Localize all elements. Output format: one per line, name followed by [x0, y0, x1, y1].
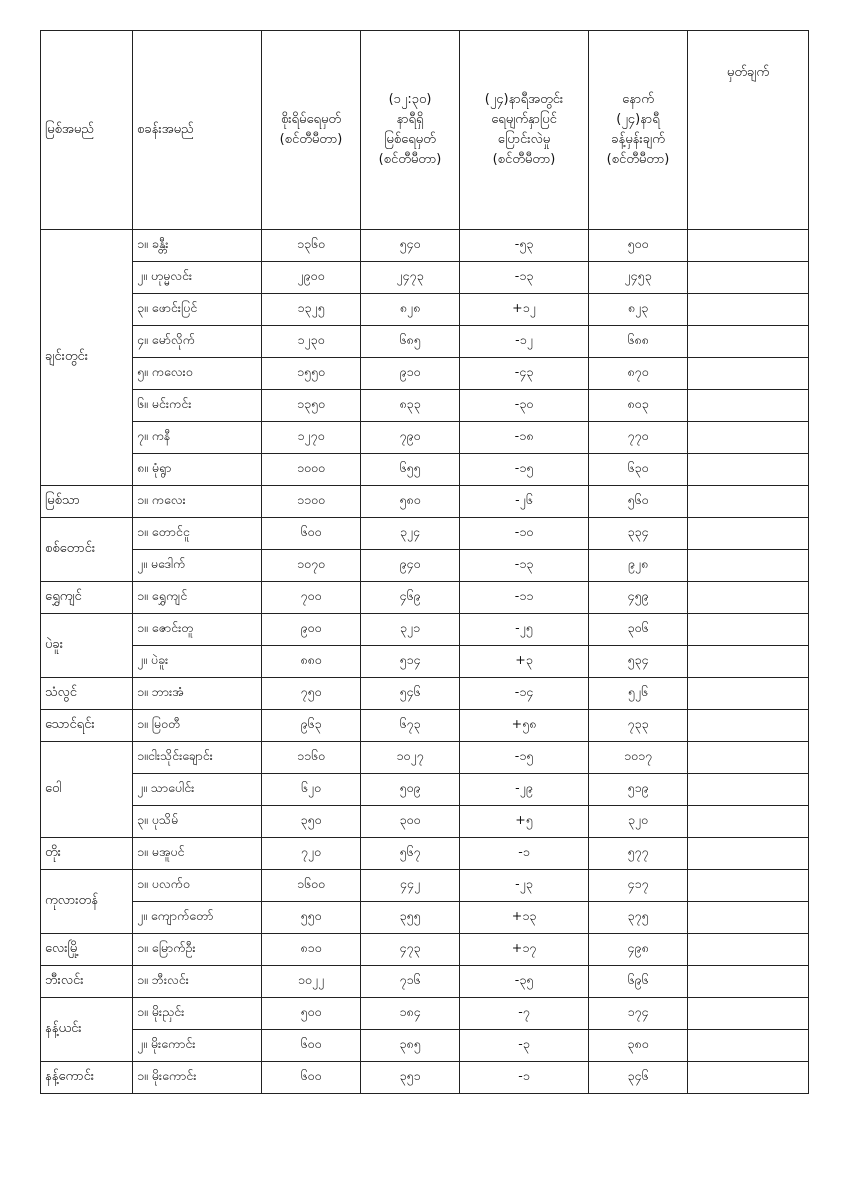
station-name-cell: ၂။ သာပေါင်း	[133, 774, 262, 806]
table-row	[41, 678, 809, 710]
current-level-cell: ၄၄၂	[361, 870, 460, 902]
header-24h-change	[460, 31, 589, 230]
danger-level-cell: ၁၅၅၀	[262, 358, 361, 390]
forecast-cell: ၄၉၈	[589, 934, 688, 966]
forecast-cell: ၄၅၉	[589, 582, 688, 614]
table-row	[41, 838, 809, 870]
table-row	[41, 422, 809, 454]
station-name-cell: ၁။ ကလေး	[133, 486, 262, 518]
change-cell: -၂၃	[460, 870, 589, 902]
current-level-cell: ၆၇၃	[361, 710, 460, 742]
station-name-cell: ၁။ ဘီးလင်း	[133, 966, 262, 998]
current-level-cell: ၅၀၉	[361, 774, 460, 806]
forecast-cell: ၆၉၆	[589, 966, 688, 998]
current-level-cell: ၅၈၀	[361, 486, 460, 518]
station-name-cell: ၃။ ဖောင်းပြင်	[133, 294, 262, 326]
table-row	[41, 966, 809, 998]
river-name-cell: စစ်တောင်း	[41, 518, 133, 582]
current-level-cell: ၅၁၄	[361, 646, 460, 678]
forecast-cell: ၅၁၉	[589, 774, 688, 806]
header-line: (စင်တီမီတာ)	[279, 132, 343, 147]
change-cell: -၁၀	[460, 518, 589, 550]
change-cell: -၁၃	[460, 550, 589, 582]
current-level-cell: ၄၇၃	[361, 934, 460, 966]
table-row	[41, 582, 809, 614]
remark-cell	[688, 294, 809, 326]
change-cell: -၃၀	[460, 390, 589, 422]
danger-level-cell: ၆၀၀	[262, 518, 361, 550]
current-level-cell: ၅၄၀	[361, 230, 460, 262]
change-cell: -၁၅	[460, 454, 589, 486]
current-level-cell: ၉၁၀	[361, 358, 460, 390]
header-forecast	[589, 31, 688, 230]
forecast-cell: ၂၄၅၃	[589, 262, 688, 294]
station-name-cell: ၈။ မုံရွာ	[133, 454, 262, 486]
remark-cell	[688, 454, 809, 486]
station-name-cell: ၁။ ဘားအံ	[133, 678, 262, 710]
danger-level-cell: ၁၁၆၀	[262, 742, 361, 774]
change-cell: -၁၂	[460, 326, 589, 358]
current-level-cell: ၃၅၁	[361, 1062, 460, 1094]
remark-cell	[688, 902, 809, 934]
current-level-cell: ၃၈၅	[361, 1030, 460, 1062]
current-level-cell: ၃၅၅	[361, 902, 460, 934]
station-name-cell: ၇။ ကနီ	[133, 422, 262, 454]
header-line: (စင်တီမီတာ)	[378, 152, 442, 168]
station-name-cell: ၁။ ခန္တီး	[133, 230, 262, 262]
forecast-cell: ၃၀၆	[589, 614, 688, 646]
table-row	[41, 614, 809, 646]
table-row	[41, 710, 809, 742]
header-station-name: စခန်းအမည်	[133, 31, 262, 230]
danger-level-cell: ၆၀၀	[262, 1062, 361, 1094]
river-name-cell: ကုလားတန်	[41, 870, 133, 934]
header-danger-level	[262, 31, 361, 230]
danger-level-cell: ၉၆၃	[262, 710, 361, 742]
table-row	[41, 806, 809, 838]
remark-cell	[688, 230, 809, 262]
station-name-cell: ၃။ ပုသိမ်	[133, 806, 262, 838]
forecast-cell: ၅၀၀	[589, 230, 688, 262]
river-name-cell: နန့်ကောင်း	[41, 1062, 133, 1094]
change-cell: +၁၂	[460, 294, 589, 326]
remark-cell	[688, 870, 809, 902]
current-level-cell: ၈၂၈	[361, 294, 460, 326]
danger-level-cell: ၁၂၇၀	[262, 422, 361, 454]
forecast-cell: ၈၀၃	[589, 390, 688, 422]
station-name-cell: ၂။ ဟုမ္မလင်း	[133, 262, 262, 294]
table-row	[41, 742, 809, 774]
table-row	[41, 870, 809, 902]
header-line: (၁၂:၃၀)	[388, 91, 432, 107]
current-level-cell: ၂၄၇၃	[361, 262, 460, 294]
header-remark: မှတ်ချက်	[688, 31, 809, 230]
current-level-cell: ၇၁၆	[361, 966, 460, 998]
station-name-cell: ၂။ မဒေါက်	[133, 550, 262, 582]
current-level-cell: ၃၀၀	[361, 806, 460, 838]
forecast-cell: ၆၃၀	[589, 454, 688, 486]
remark-cell	[688, 806, 809, 838]
danger-level-cell: ၁၀၇၀	[262, 550, 361, 582]
remark-cell	[688, 582, 809, 614]
header-line: (၂၄)နာရီ	[616, 111, 660, 127]
table-row	[41, 1062, 809, 1094]
header-river-name: မြစ်အမည်	[41, 31, 133, 230]
change-cell: -၇	[460, 998, 589, 1030]
table-row	[41, 518, 809, 550]
header-line: (၂၄)နာရီအတွင်း	[484, 91, 564, 107]
forecast-cell: ၈၂၃	[589, 294, 688, 326]
river-name-cell: သောင်ရင်း	[41, 710, 133, 742]
current-level-cell: ၅၆၇	[361, 838, 460, 870]
change-cell: -၁	[460, 1062, 589, 1094]
danger-level-cell: ၂၉၀၀	[262, 262, 361, 294]
remark-cell	[688, 742, 809, 774]
remark-cell	[688, 998, 809, 1030]
change-cell: +၅၈	[460, 710, 589, 742]
change-cell: -၂၅	[460, 614, 589, 646]
forecast-cell: ၃၃၄	[589, 518, 688, 550]
remark-cell	[688, 422, 809, 454]
station-name-cell: ၁။ မအူပင်	[133, 838, 262, 870]
change-cell: -၃	[460, 1030, 589, 1062]
change-cell: -၅၃	[460, 230, 589, 262]
forecast-cell: ၅၆၀	[589, 486, 688, 518]
current-level-cell: ၁၀၂၇	[361, 742, 460, 774]
danger-level-cell: ၇၅၀	[262, 678, 361, 710]
river-name-cell: နန့်ယင်း	[41, 998, 133, 1062]
river-name-cell: သံလွင်	[41, 678, 133, 710]
remark-cell	[688, 934, 809, 966]
remark-cell	[688, 1030, 809, 1062]
table-row	[41, 390, 809, 422]
current-level-cell: ၆၈၅	[361, 326, 460, 358]
danger-level-cell: ၁၀၀၀	[262, 454, 361, 486]
forecast-cell: ၁၀၁၇	[589, 742, 688, 774]
danger-level-cell: ၁၃၂၅	[262, 294, 361, 326]
forecast-cell: ၇၃၃	[589, 710, 688, 742]
header-line: မြစ်ရေမှတ်	[384, 132, 436, 147]
forecast-cell: ၃၈၀	[589, 1030, 688, 1062]
current-level-cell: ၇၉၀	[361, 422, 460, 454]
remark-cell	[688, 838, 809, 870]
danger-level-cell: ၉၀၀	[262, 614, 361, 646]
station-name-cell: ၁။ ပလက်ဝ	[133, 870, 262, 902]
forecast-cell: ၉၂၈	[589, 550, 688, 582]
danger-level-cell: ၁၃၅၀	[262, 390, 361, 422]
table-row	[41, 230, 809, 262]
current-level-cell: ၁၈၄	[361, 998, 460, 1030]
danger-level-cell: ၆၀၀	[262, 1030, 361, 1062]
danger-level-cell: ၅၅၀	[262, 902, 361, 934]
remark-cell	[688, 774, 809, 806]
table-row	[41, 294, 809, 326]
forecast-cell: ၇၇၀	[589, 422, 688, 454]
change-cell: -၁	[460, 838, 589, 870]
header-line: နောက်	[622, 91, 654, 107]
station-name-cell: ၁။ မြဝတီ	[133, 710, 262, 742]
table-row	[41, 358, 809, 390]
current-level-cell: ၉၄၀	[361, 550, 460, 582]
danger-level-cell: ၆၂၀	[262, 774, 361, 806]
danger-level-cell: ၁၁၀၀	[262, 486, 361, 518]
station-name-cell: ၂။ ပဲခူး	[133, 646, 262, 678]
table-row	[41, 1030, 809, 1062]
table-body	[41, 230, 809, 1094]
header-line: နာရီရှိ	[396, 111, 424, 127]
forecast-cell: ၈၇၀	[589, 358, 688, 390]
station-name-cell: ၁။ ဇောင်းတူ	[133, 614, 262, 646]
river-name-cell: ဘီးလင်း	[41, 966, 133, 998]
header-current-level	[361, 31, 460, 230]
table-row	[41, 774, 809, 806]
change-cell: +၃	[460, 646, 589, 678]
danger-level-cell: ၁၂၃၀	[262, 326, 361, 358]
change-cell: -၁၅	[460, 742, 589, 774]
remark-cell	[688, 710, 809, 742]
remark-cell	[688, 1062, 809, 1094]
header-line: ပြောင်းလဲမှု	[497, 132, 551, 147]
table-row	[41, 998, 809, 1030]
change-cell: +၅	[460, 806, 589, 838]
forecast-cell: ၃၂၀	[589, 806, 688, 838]
forecast-cell: ၄၁၇	[589, 870, 688, 902]
header-line: ခန့်မှန်းချက်	[611, 132, 665, 147]
station-name-cell: ၄။ မော်လိုက်	[133, 326, 262, 358]
table-row	[41, 902, 809, 934]
table-row	[41, 454, 809, 486]
forecast-cell: ၅၇၇	[589, 838, 688, 870]
change-cell: +၁၃	[460, 902, 589, 934]
station-name-cell: ၁။ မြောက်ဦး	[133, 934, 262, 966]
header-row	[41, 31, 809, 230]
forecast-cell: ၃၇၅	[589, 902, 688, 934]
table-row	[41, 486, 809, 518]
remark-cell	[688, 390, 809, 422]
table-row	[41, 262, 809, 294]
remark-cell	[688, 678, 809, 710]
current-level-cell: ၈၃၃	[361, 390, 460, 422]
change-cell: -၃၅	[460, 966, 589, 998]
current-level-cell: ၃၂၄	[361, 518, 460, 550]
remark-cell	[688, 550, 809, 582]
river-name-cell: ချင်းတွင်း	[41, 230, 133, 486]
change-cell: -၁၃	[460, 262, 589, 294]
river-name-cell: တိုး	[41, 838, 133, 870]
danger-level-cell: ၇၀၀	[262, 582, 361, 614]
remark-cell	[688, 262, 809, 294]
remark-cell	[688, 486, 809, 518]
header-line: (စင်တီမီတာ)	[606, 152, 670, 168]
forecast-cell: ၆၈၈	[589, 326, 688, 358]
change-cell: -၂၆	[460, 486, 589, 518]
danger-level-cell: ၈၁၀	[262, 934, 361, 966]
danger-level-cell: ၈၈၀	[262, 646, 361, 678]
forecast-cell: ၅၃၄	[589, 646, 688, 678]
change-cell: -၄၃	[460, 358, 589, 390]
danger-level-cell: ၃၅၀	[262, 806, 361, 838]
river-name-cell: မြစ်သာ	[41, 486, 133, 518]
table-row	[41, 646, 809, 678]
forecast-cell: ၅၂၆	[589, 678, 688, 710]
remark-cell	[688, 966, 809, 998]
table-row	[41, 550, 809, 582]
change-cell: -၁၄	[460, 678, 589, 710]
header-line: ရေမျက်နှာပြင်	[491, 111, 557, 127]
river-name-cell: ပဲခူး	[41, 614, 133, 678]
danger-level-cell: ၁၃၆၀	[262, 230, 361, 262]
river-name-cell: လေးမြို့	[41, 934, 133, 966]
station-name-cell: ၅။ ကလေးဝ	[133, 358, 262, 390]
station-name-cell: ၆။ မင်းကင်း	[133, 390, 262, 422]
current-level-cell: ၅၄၆	[361, 678, 460, 710]
remark-cell	[688, 646, 809, 678]
current-level-cell: ၄၆၉	[361, 582, 460, 614]
current-level-cell: ၃၂၁	[361, 614, 460, 646]
table-row	[41, 934, 809, 966]
forecast-cell: ၁၇၄	[589, 998, 688, 1030]
station-name-cell: ၂။ မိုးကောင်း	[133, 1030, 262, 1062]
river-name-cell: ရွှေကျင်	[41, 582, 133, 614]
station-name-cell: ၁။ တောင်ငူ	[133, 518, 262, 550]
river-water-level-table	[40, 30, 809, 1094]
danger-level-cell: ၁၆၀၀	[262, 870, 361, 902]
danger-level-cell: ၅၀၀	[262, 998, 361, 1030]
remark-cell	[688, 614, 809, 646]
station-name-cell: ၁။ ရွှေကျင်	[133, 582, 262, 614]
header-line: (စင်တီမီတာ)	[492, 152, 556, 168]
station-name-cell: ၁။ငါးသိုင်းချောင်း	[133, 742, 262, 774]
change-cell: +၁၇	[460, 934, 589, 966]
station-name-cell: ၁။ မိုးညှင်း	[133, 998, 262, 1030]
danger-level-cell: ၁၀၂၂	[262, 966, 361, 998]
change-cell: -၂၉	[460, 774, 589, 806]
table-row	[41, 326, 809, 358]
station-name-cell: ၂။ ကျောက်တော်	[133, 902, 262, 934]
station-name-cell: ၁။ မိုးကောင်း	[133, 1062, 262, 1094]
remark-cell	[688, 518, 809, 550]
remark-cell	[688, 358, 809, 390]
header-line: စိုးရိမ်ရေမှတ်	[280, 111, 342, 127]
remark-cell	[688, 326, 809, 358]
change-cell: -၁၁	[460, 582, 589, 614]
change-cell: -၁၈	[460, 422, 589, 454]
forecast-cell: ၃၄၆	[589, 1062, 688, 1094]
current-level-cell: ၆၅၅	[361, 454, 460, 486]
danger-level-cell: ၇၂၀	[262, 838, 361, 870]
river-name-cell: ဝေါ	[41, 742, 133, 838]
